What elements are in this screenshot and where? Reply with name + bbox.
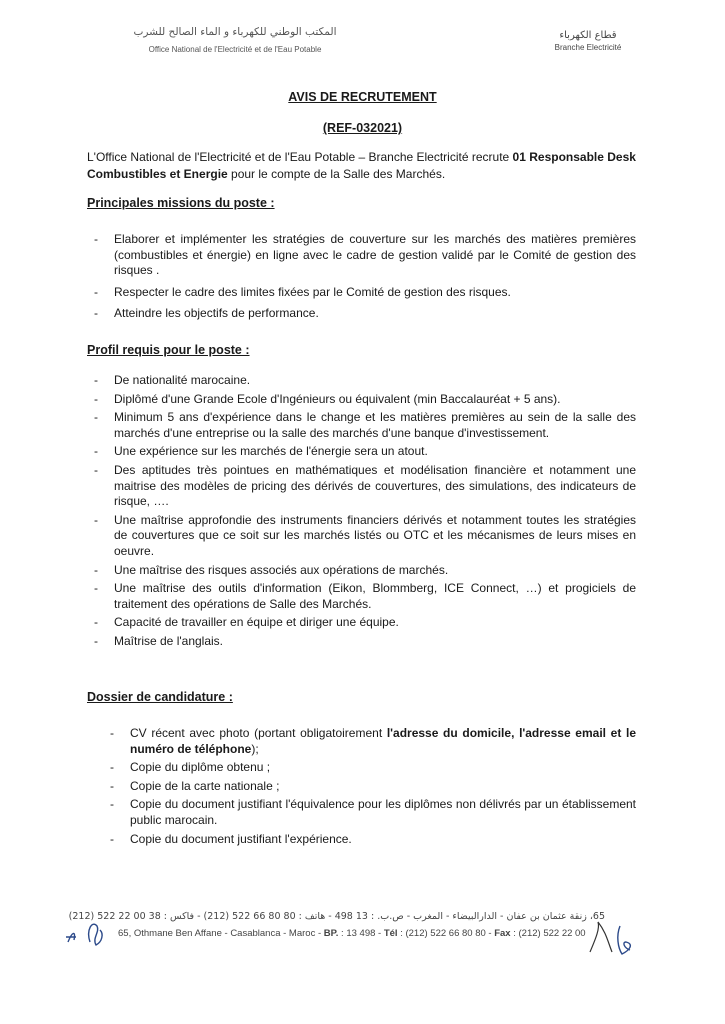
- profile-list: [94, 373, 636, 650]
- list-item: - Une expérience sur les marchés de l'énergie sera un atout.: [94, 444, 428, 459]
- document-title: AVIS DE RECRUTEMENT: [288, 90, 437, 104]
- dossier-list: [110, 726, 636, 847]
- list-item: - De nationalité marocaine.: [94, 373, 251, 387]
- intro-text-end: pour le compte de la Salle des Marchés.: [227, 167, 446, 181]
- intro-text-start: L'Office National de l'Electricité et de l'Eau Potable – Branche Electricité recrute: [87, 150, 513, 164]
- list-item: - Copie du document justifiant l'équivalence pour les diplômes non délivrés par un établissement public marocain.: [110, 797, 636, 827]
- org-name-arabic: المكتب الوطني للكهرباء و الماء الصالح للشرب: [133, 26, 337, 38]
- dossier-heading: Dossier de candidature :: [87, 690, 233, 704]
- list-item: - Elaborer et implémenter les stratégies de couverture sur les marchés des matières premières (combustibles et énergie) en ligne avec le cadre de gestion validé par le Comité de gestion des risques .: [94, 232, 636, 278]
- list-item: - Minimum 5 ans d'expérience dans le change et les matières premières au sein de la salle des marchés d'une entreprise ou la salle des marchés d'une banque d'investissement.: [94, 410, 636, 440]
- footer-arabic-address: 65، زنقة عثمان بن عفان - الدارالبيضاء - المغرب - ص.ب. : 13 498 - هاتف : 80 80 66 522 (212) - فاكس : 38 00 22 522 (212): [68, 911, 605, 922]
- list-item: - Copie du diplôme obtenu ;: [110, 760, 271, 775]
- branch-header: [538, 30, 638, 52]
- footer-address: 65, Othmane Ben Affane - Casablanca - Maroc - BP. : 13 498 - Tél : (212) 522 66 80 80 - Fax : (212) 522 22 00: [118, 928, 586, 939]
- list-item: - Une maîtrise des risques associés aux opérations de marchés.: [94, 562, 449, 577]
- org-header: [110, 26, 360, 54]
- list-item: - Copie du document justifiant l'expérience.: [110, 831, 352, 846]
- intro-position-title: 01 Responsable Desk Combustibles et Energie: [87, 150, 636, 181]
- missions-list: [94, 232, 636, 322]
- document-reference: (REF-032021): [322, 121, 403, 135]
- missions-heading: Principales missions du poste :: [87, 196, 275, 210]
- list-item: - Respecter le cadre des limites fixées par le Comité de gestion des risques.: [94, 284, 511, 299]
- list-item: - CV récent avec photo (portant obligatoirement l'adresse du domicile, l'adresse email et le numéro de téléphone);: [110, 726, 636, 756]
- org-name-french: Office National de l'Electricité et de l'Eau Potable: [148, 45, 322, 54]
- list-item: - Une maîtrise des outils d'information (Eikon, Blommberg, ICE Connect, …) et progiciels de traitement des opérations de Salle des Marchés.: [94, 581, 636, 611]
- list-item: - Capacité de travailler en équipe et diriger une équipe.: [94, 615, 399, 630]
- branch-name-french: Branche Electricité: [554, 43, 622, 52]
- branch-name-arabic: قطاع الكهرباء: [559, 30, 617, 41]
- list-item: - Une maîtrise approfondie des instruments financiers dérivés et notamment toutes les stratégies de couvertures que ce soit sur les marchés listés ou OTC et les mécanismes de leurs mises en oeuvre.: [94, 512, 636, 558]
- list-item: - Copie de la carte nationale ;: [110, 778, 280, 793]
- list-item: - Maîtrise de l'anglais.: [94, 633, 224, 648]
- profile-heading: Profil requis pour le poste :: [87, 343, 250, 357]
- list-item: - Atteindre les objectifs de performance.: [94, 306, 319, 321]
- handwritten-initials-left: [62, 912, 117, 952]
- list-item: - Diplômé d'une Grande Ecole d'Ingénieurs ou équivalent (min Baccalauréat + 5 ans).: [94, 391, 561, 406]
- list-item: - Des aptitudes très pointues en mathématiques et modélisation financière et notamment une maitrise des modèles de pricing des dérivés de couvertures, des simulations, des indicateurs de risque, ….: [94, 462, 636, 509]
- handwritten-initials-right: [612, 920, 640, 960]
- intro-paragraph: [87, 149, 637, 183]
